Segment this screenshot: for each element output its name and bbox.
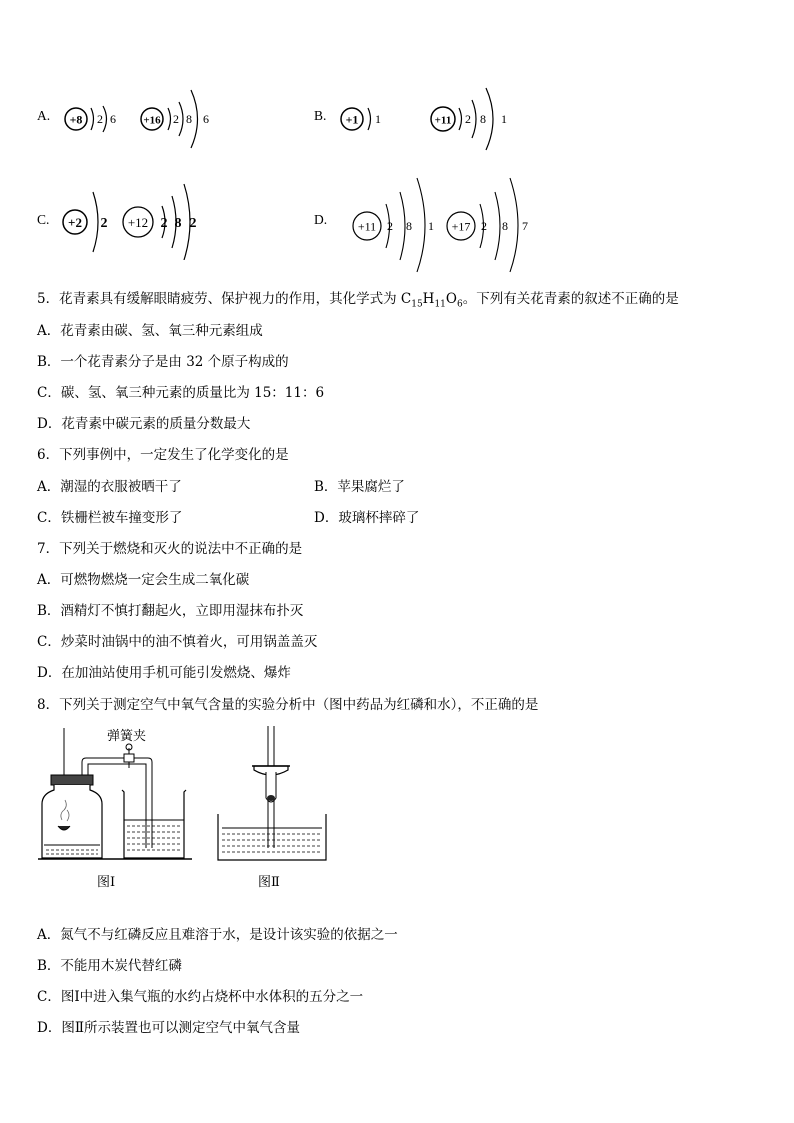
q5-option-c: C．碳、氢、氧三种元素的质量比为 15：11：6 xyxy=(37,385,325,401)
svg-text:+17: +17 xyxy=(451,219,471,234)
svg-text:8: 8 xyxy=(480,112,486,126)
svg-text:6: 6 xyxy=(110,112,116,126)
figure-2-label: 图Ⅱ xyxy=(258,875,280,890)
q6-option-c: C．铁栅栏被车撞变形了 xyxy=(37,510,183,526)
q4-option-a-label: A. xyxy=(37,108,51,123)
svg-text:2: 2 xyxy=(173,112,179,126)
q4-option-b-label: B. xyxy=(314,108,327,123)
svg-text:1: 1 xyxy=(375,112,381,126)
q7-option-b: B．酒精灯不慎打翻起火，立即用湿抹布扑灭 xyxy=(37,603,304,619)
q7-option-a: A．可燃物燃烧一定会生成二氧化碳 xyxy=(37,572,250,588)
svg-text:+11: +11 xyxy=(434,114,452,127)
svg-text:1: 1 xyxy=(501,112,507,126)
svg-text:2: 2 xyxy=(481,219,487,233)
q6-option-b: B．苹果腐烂了 xyxy=(314,479,405,495)
atom-na-diagram xyxy=(431,88,507,150)
svg-text:7: 7 xyxy=(522,219,528,233)
svg-text:+16: +16 xyxy=(143,114,161,127)
svg-text:8: 8 xyxy=(186,112,192,126)
atom-mg-diagram xyxy=(123,184,197,260)
svg-text:+2: +2 xyxy=(68,215,82,230)
q7-option-d: D．在加油站使用手机可能引发燃烧、爆炸 xyxy=(37,665,291,681)
figure-1-label: 图Ⅰ xyxy=(97,875,116,890)
q4-option-a-diagram xyxy=(58,84,218,154)
svg-text:2: 2 xyxy=(100,216,108,231)
svg-text:2: 2 xyxy=(189,216,197,231)
svg-text:+11: +11 xyxy=(357,219,377,234)
q5-option-d: D．花青素中碳元素的质量分数最大 xyxy=(37,416,251,432)
svg-text:+12: +12 xyxy=(127,215,149,230)
q6-option-d: D．玻璃杯摔碎了 xyxy=(314,510,420,526)
spring-clip-label: 弹簧夹 xyxy=(107,729,147,744)
q8-option-c: C．图Ⅰ中进入集气瓶的水约占烧杯中水体积的五分之一 xyxy=(37,989,364,1005)
svg-text:2: 2 xyxy=(160,216,168,231)
q4-option-c-label: C. xyxy=(37,212,50,227)
atom-na-diagram-d xyxy=(353,178,434,272)
atom-s-diagram xyxy=(141,90,209,148)
q5-option-b: B．一个花青素分子是由 32 个原子构成的 xyxy=(37,354,289,370)
q8-option-b: B．不能用木炭代替红磷 xyxy=(37,958,182,974)
atom-he-diagram xyxy=(63,192,108,252)
q7-stem: 7．下列关于燃烧和灭火的说法中不正确的是 xyxy=(37,541,303,557)
svg-text:6: 6 xyxy=(203,112,209,126)
atom-cl-diagram xyxy=(447,178,528,272)
svg-text:2: 2 xyxy=(465,112,471,126)
q8-option-a: A．氮气不与红磷反应且难溶于水，是设计该实验的依据之一 xyxy=(37,927,398,943)
svg-text:2: 2 xyxy=(387,219,393,233)
q8-stem: 8．下列关于测定空气中氧气含量的实验分析中（图中药品为红磷和水），不正确的是 xyxy=(37,697,539,713)
q6-stem: 6．下列事例中，一定发生了化学变化的是 xyxy=(37,447,289,463)
q4-option-b-diagram xyxy=(334,84,534,154)
svg-text:2: 2 xyxy=(97,112,103,126)
svg-text:8: 8 xyxy=(406,219,412,233)
q8-option-d: D．图Ⅱ所示装置也可以测定空气中氧气含量 xyxy=(37,1020,300,1036)
nucleus-charge: +8 xyxy=(69,112,83,127)
q4-option-c-diagram xyxy=(58,180,218,260)
q4-option-d-label: D. xyxy=(314,212,328,227)
svg-text:8: 8 xyxy=(502,219,508,233)
svg-text:1: 1 xyxy=(428,219,434,233)
q5-stem: 5．花青素具有缓解眼睛疲劳、保护视力的作用，其化学式为 $C_{15}H_{11}O_6$。下列有关花青素的叙述不正确的是 xyxy=(37,291,679,310)
svg-text:+1: +1 xyxy=(345,112,359,127)
atom-h-diagram xyxy=(341,108,381,130)
q7-option-c: C．炒菜时油锅中的油不慎着火，可用锅盖盖灭 xyxy=(37,634,318,650)
q4-option-d-diagram xyxy=(345,174,545,274)
q5-option-a: A．花青素由碳、氢、氧三种元素组成 xyxy=(37,323,263,339)
svg-text:8: 8 xyxy=(174,216,182,231)
q6-option-a: A．潮湿的衣服被晒干了 xyxy=(37,479,182,495)
atom-o-diagram xyxy=(65,106,116,132)
q8-figure-2 xyxy=(214,720,334,870)
